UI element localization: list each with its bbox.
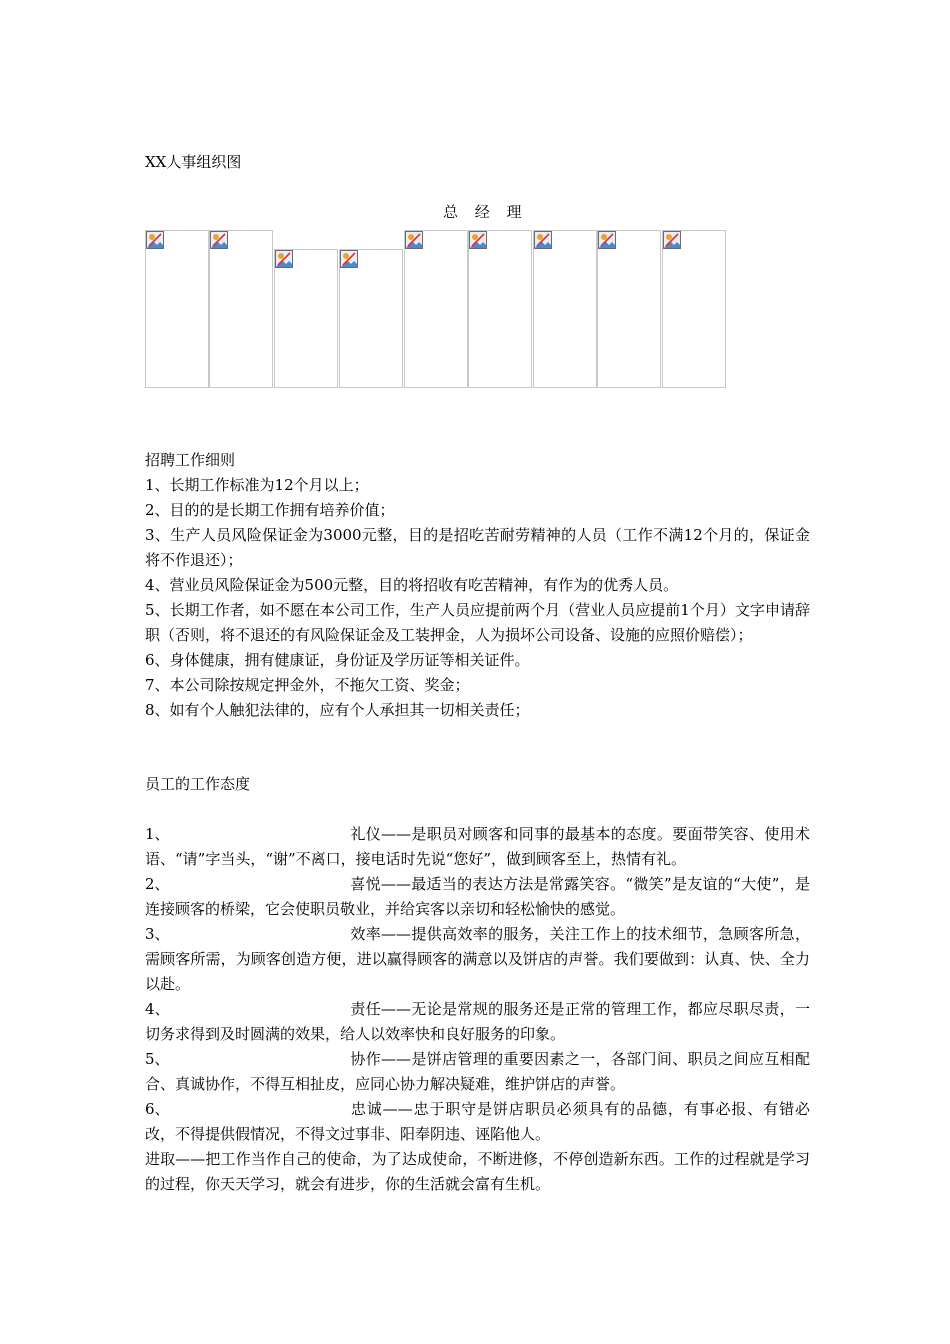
- attitude-section: [145, 822, 810, 1197]
- org-chart: [145, 230, 730, 390]
- recruit-item: 8、如有个人触犯法律的，应有个人承担其一切相关责任；: [145, 701, 530, 719]
- attitude-item: [145, 1047, 810, 1097]
- attitude-item-number: 2、: [145, 875, 170, 893]
- recruit-item: 6、身体健康，拥有健康证，身份证及学历证等相关证件。: [145, 651, 530, 669]
- org-box: [339, 249, 403, 388]
- attitude-item: [145, 1097, 810, 1147]
- attitude-item: [145, 872, 810, 922]
- attitude-item-text: 喜悦——最适当的表达方法是常露笑容。“微笑”是友谊的“大使”，是连接顾客的桥梁，它会使职员敬业，并给宾客以亲切和轻松愉快的感觉。: [145, 875, 810, 918]
- recruit-item: 1、长期工作标准为12个月以上；: [145, 476, 369, 494]
- attitude-item-text: 忠诚——忠于职守是饼店职员必须具有的品德，有事必报、有错必改，不得提供假情况，不得文过事非、阳奉阴违、诬陷他人。: [145, 1100, 810, 1143]
- org-box: [209, 230, 273, 388]
- attitude-heading: 员工的工作态度: [145, 775, 251, 793]
- org-box: [468, 230, 532, 388]
- broken-image-icon: [469, 231, 487, 249]
- recruit-item: 2、目的的是长期工作拥有培养价值；: [145, 501, 395, 519]
- recruit-heading: 招聘工作细则: [145, 451, 236, 469]
- attitude-item: [145, 997, 810, 1047]
- doc-title: XX人事组织图: [145, 153, 242, 171]
- org-box: [274, 249, 338, 388]
- recruit-item: 3、生产人员风险保证金为3000元整，目的是招吃苦耐劳精神的人员（工作不满12个月的，保证金将不作退还）；: [145, 526, 810, 569]
- org-box: [533, 230, 597, 388]
- attitude-item-text: 礼仪——是职员对顾客和同事的最基本的态度。要面带笑容、使用术语、“请”字当头，“谢”不离口，接电话时先说“您好”，做到顾客至上，热情有礼。: [145, 825, 810, 868]
- broken-image-icon: [146, 231, 164, 249]
- attitude-item-text: 效率——提供高效率的服务，关注工作上的技术细节，急顾客所急，需顾客所需，为顾客创造方便，进以赢得顾客的满意以及饼店的声誉。我们要做到：认真、快、全力以赴。: [145, 925, 810, 993]
- org-box: [662, 230, 726, 388]
- broken-image-icon: [405, 231, 423, 249]
- broken-image-icon: [534, 231, 552, 249]
- attitude-item-number: 5、: [145, 1050, 170, 1068]
- attitude-item-number: 1、: [145, 825, 170, 843]
- org-box: [597, 230, 661, 388]
- recruit-item: 7、本公司除按规定押金外，不拖欠工资、奖金；: [145, 676, 470, 694]
- attitude-closing: 进取——把工作当作自己的使命，为了达成使命，不断进修，不停创造新东西。工作的过程就是学习的过程，你天天学习，就会有进步，你的生活就会富有生机。: [145, 1150, 810, 1193]
- attitude-item-number: 6、: [145, 1100, 170, 1118]
- broken-image-icon: [598, 231, 616, 249]
- general-manager-label: 总 经 理: [443, 203, 528, 221]
- attitude-item: [145, 922, 810, 997]
- attitude-item-number: 4、: [145, 1000, 170, 1018]
- recruit-section: [145, 448, 810, 723]
- broken-image-icon: [275, 250, 293, 268]
- attitude-item-text: 协作——是饼店管理的重要因素之一，各部门间、职员之间应互相配合、真诚协作，不得互相扯皮，应同心协力解决疑难，维护饼店的声誉。: [145, 1050, 810, 1093]
- attitude-item: [145, 822, 810, 872]
- broken-image-icon: [663, 231, 681, 249]
- attitude-item-number: 3、: [145, 925, 170, 943]
- broken-image-icon: [210, 231, 228, 249]
- org-box: [145, 230, 209, 388]
- org-box: [404, 230, 468, 388]
- recruit-item: 5、长期工作者，如不愿在本公司工作，生产人员应提前两个月（营业人员应提前1个月）文字申请辞职（否则，将不退还的有风险保证金及工装押金，人为损坏公司设备、设施的应照价赔偿）；: [145, 601, 810, 644]
- recruit-item: 4、营业员风险保证金为500元整，目的将招收有吃苦精神，有作为的优秀人员。: [145, 576, 679, 594]
- broken-image-icon: [340, 250, 358, 268]
- attitude-heading-block: [145, 772, 810, 797]
- attitude-item-text: 责任——无论是常规的服务还是正常的管理工作，都应尽职尽责，一切务求得到及时圆满的效果，给人以效率快和良好服务的印象。: [145, 1000, 810, 1043]
